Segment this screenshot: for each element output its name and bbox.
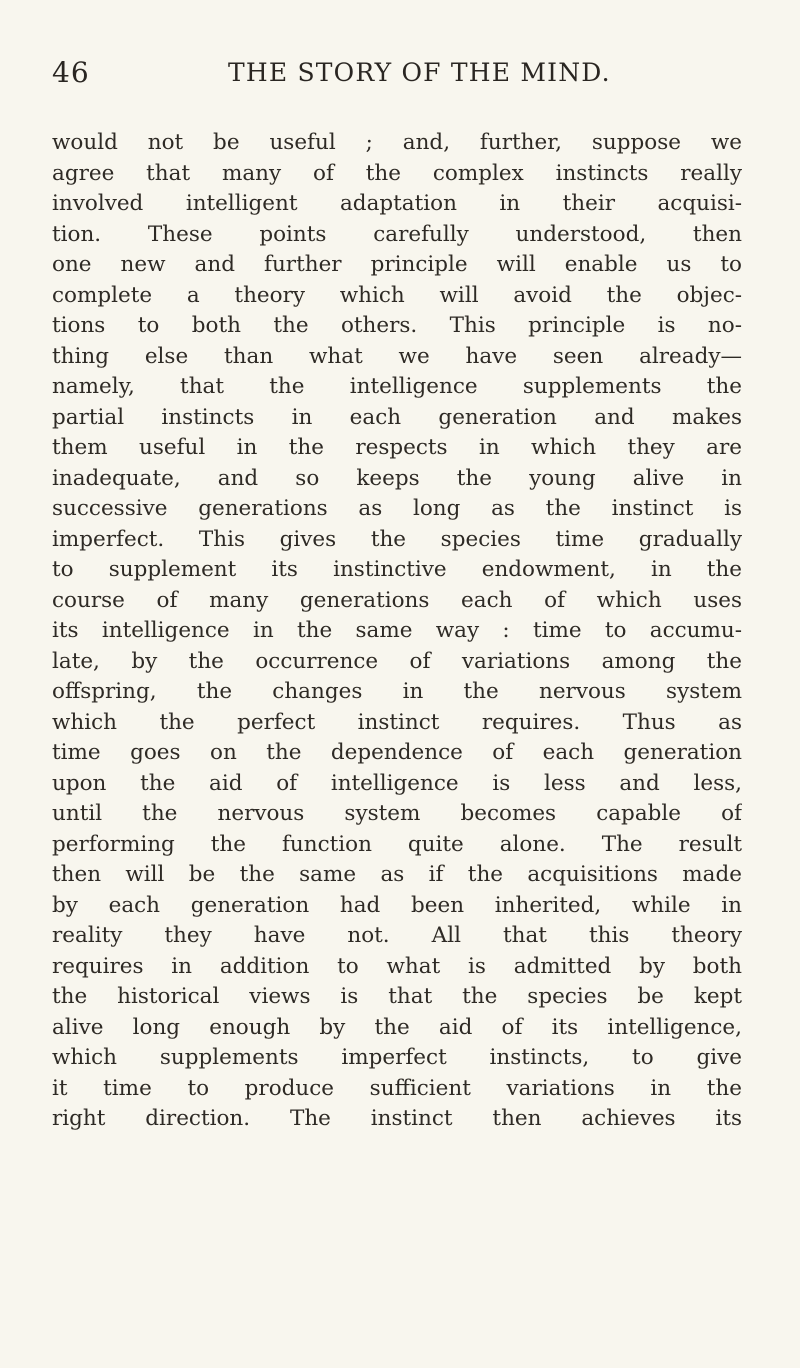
text-line: it time to produce sufficient variations in the — [52, 1075, 742, 1101]
text-line: thing else than what we have seen already— — [52, 343, 742, 369]
text-line: tion. These points carefully understood, then — [52, 221, 742, 247]
text-line: which supplements imperfect instincts, to give — [52, 1045, 742, 1070]
page-number: 46 — [52, 56, 90, 89]
text-line: would not be useful ; and, further, suppose we — [52, 130, 742, 155]
text-line: reality they have not. All that this theory — [52, 923, 742, 948]
text-line: one new and further principle will enable us to — [52, 252, 742, 277]
text-line: late, by the occurrence of variations among the — [52, 648, 742, 674]
text-line: time goes on the dependence of each generation — [52, 740, 742, 765]
text-line: then will be the same as if the acquisitions made — [52, 862, 742, 887]
text-line: tions to both the others. This principle is no- — [52, 313, 742, 338]
body-paragraph — [52, 128, 742, 1135]
text-line: by each generation had been inherited, while in — [52, 892, 742, 918]
text-line: successive generations as long as the instinct is — [52, 496, 742, 521]
text-line: course of many generations each of which uses — [52, 587, 742, 613]
text-line: performing the function quite alone. The result — [52, 831, 742, 857]
text-line: complete a theory which will avoid the objec- — [52, 282, 742, 308]
text-line: its intelligence in the same way : time to accumu- — [52, 618, 742, 643]
text-line: which the perfect instinct requires. Thus as — [52, 709, 742, 735]
text-line: right direction. The instinct then achieves its — [52, 1106, 742, 1131]
text-line: upon the aid of intelligence is less and less, — [52, 770, 742, 796]
text-line: inadequate, and so keeps the young alive in — [52, 465, 742, 491]
text-line: requires in addition to what is admitted by both — [52, 953, 742, 979]
text-line: until the nervous system becomes capable of — [52, 801, 742, 826]
text-line: them useful in the respects in which they are — [52, 435, 742, 460]
text-line: the historical views is that the species be kept — [52, 984, 742, 1009]
text-line: involved intelligent adaptation in their acquisi- — [52, 191, 742, 216]
text-line: to supplement its instinctive endowment, in the — [52, 557, 742, 582]
text-line: namely, that the intelligence supplements the — [52, 374, 742, 399]
page-header — [52, 56, 742, 96]
text-line: imperfect. This gives the species time gradually — [52, 526, 742, 552]
running-head: THE STORY OF THE MIND. — [228, 58, 611, 87]
text-line: offspring, the changes in the nervous system — [52, 679, 742, 704]
text-line: partial instincts in each generation and makes — [52, 404, 742, 430]
text-line: alive long enough by the aid of its intelligence, — [52, 1014, 742, 1040]
text-line: agree that many of the complex instincts really — [52, 160, 742, 186]
